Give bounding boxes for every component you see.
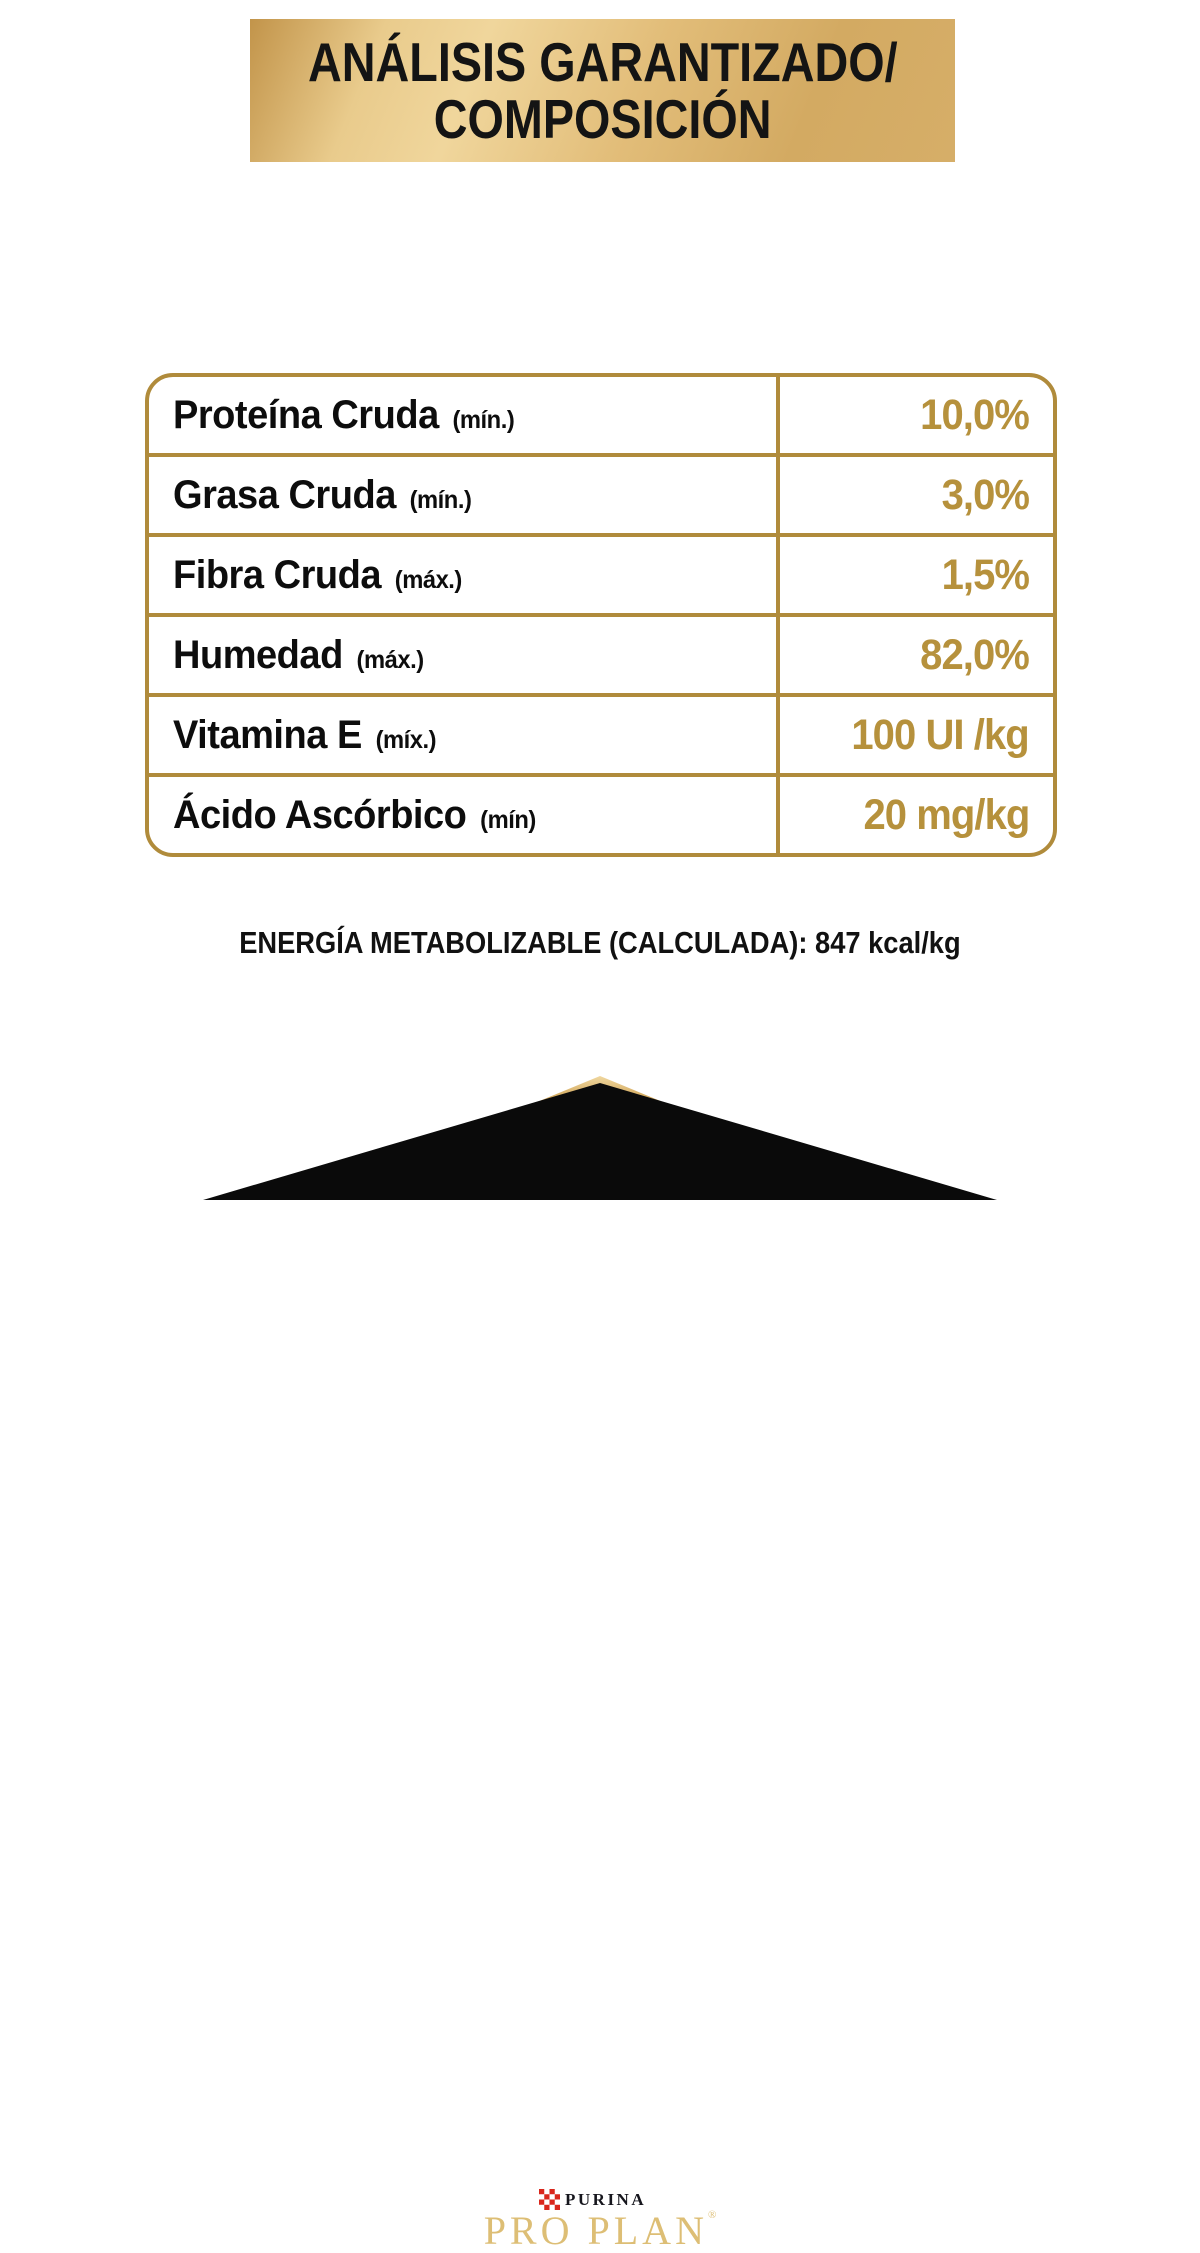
nutrient-label-cell bbox=[149, 777, 780, 853]
proplan-wordmark: PRO PLAN® bbox=[483, 2208, 717, 2253]
section-title-banner bbox=[250, 19, 955, 162]
title-line-1: ANÁLISIS GARANTIZADO/ bbox=[307, 30, 898, 93]
nutrient-value: 10,0% bbox=[920, 390, 1029, 439]
roof-shape bbox=[0, 1060, 1200, 1200]
black-roof bbox=[203, 1083, 997, 1200]
table-row bbox=[149, 777, 1053, 853]
nutrient-value: 82,0% bbox=[920, 630, 1029, 679]
table-row bbox=[149, 377, 1053, 457]
nutrient-name: Fibra Cruda bbox=[173, 552, 382, 597]
nutrient-qualifier: (míx.) bbox=[375, 725, 437, 754]
table-row bbox=[149, 457, 1053, 537]
nutrient-label-cell bbox=[149, 617, 780, 693]
nutrient-qualifier: (mín) bbox=[480, 805, 536, 834]
nutrient-label-cell bbox=[149, 377, 780, 453]
nutrient-name: Proteína Cruda bbox=[173, 392, 439, 437]
title-line-2: COMPOSICIÓN bbox=[433, 87, 772, 150]
nutrient-value-cell bbox=[780, 537, 1053, 613]
nutrient-qualifier: (máx.) bbox=[356, 645, 424, 674]
nutrient-value-cell bbox=[780, 697, 1053, 773]
energy-text: ENERGÍA METABOLIZABLE (CALCULADA): 847 kcal/kg bbox=[239, 925, 961, 960]
nutrient-value-cell bbox=[780, 617, 1053, 693]
nutrient-name: Grasa Cruda bbox=[173, 472, 396, 517]
purina-checkerboard-icon bbox=[539, 2189, 560, 2210]
nutrient-label-cell bbox=[149, 697, 780, 773]
purina-wordmark: PURINA bbox=[565, 2189, 647, 2209]
table-row bbox=[149, 697, 1053, 777]
nutrient-name: Ácido Ascórbico bbox=[173, 792, 467, 837]
nutrient-qualifier: (mín.) bbox=[452, 405, 515, 434]
nutrient-value-cell bbox=[780, 777, 1053, 853]
nutrient-qualifier: (mín.) bbox=[409, 485, 472, 514]
nutrient-name: Vitamina E bbox=[173, 712, 362, 757]
brand-roof-graphic bbox=[0, 1060, 1200, 2253]
metabolizable-energy-note bbox=[0, 925, 1200, 961]
nutrient-label-cell bbox=[149, 457, 780, 533]
nutrient-value: 100 UI /kg bbox=[851, 710, 1029, 759]
nutrient-value: 1,5% bbox=[941, 550, 1029, 599]
guaranteed-analysis-table bbox=[145, 373, 1057, 857]
nutrient-value-cell bbox=[780, 457, 1053, 533]
nutrient-value: 3,0% bbox=[941, 470, 1029, 519]
nutrient-value-cell bbox=[780, 377, 1053, 453]
nutrient-value: 20 mg/kg bbox=[863, 790, 1029, 839]
purina-registered-mark: ® bbox=[670, 2180, 676, 2189]
nutrient-label-cell bbox=[149, 537, 780, 613]
proplan-registered-mark: ® bbox=[707, 2209, 717, 2221]
nutrient-name: Humedad bbox=[173, 632, 343, 677]
nutrient-qualifier: (máx.) bbox=[394, 565, 462, 594]
table-row bbox=[149, 537, 1053, 617]
table-row bbox=[149, 617, 1053, 697]
